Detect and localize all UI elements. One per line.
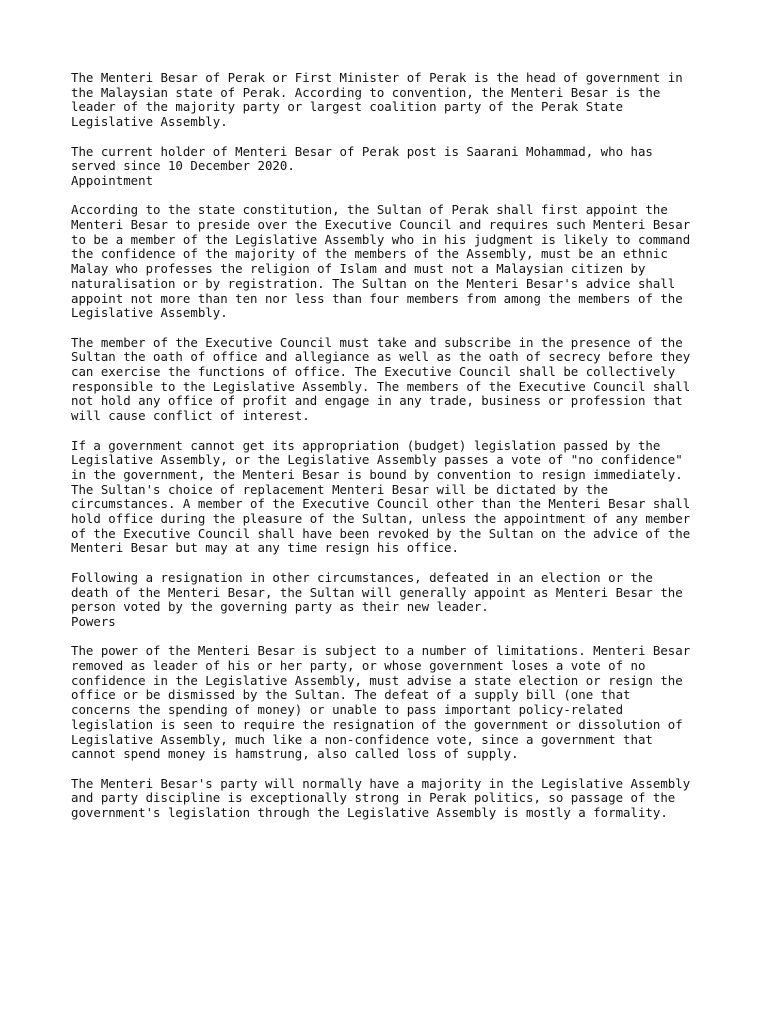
paragraph-powers-limitations: The power of the Menteri Besar is subject to a number of limitations. Menteri Besar removed as leader of his or her party, or whose government loses a vote of no confidence in the Legislative Assembly, must advise a state election or resign the office or be dismissed by the Sultan. The defeat of a supply bill (one that concerns the spending of money) or unable to pass important policy-related legislation is seen to require the resignation of the government or dissolution of Legislative Assembly, much like a non-confidence vote, since a government that cannot spend money is hamstrung, also called loss of supply. [71,643,691,762]
section-heading-powers: Powers [71,613,116,629]
paragraph-intro: The Menteri Besar of Perak or First Minister of Perak is the head of government in the Malaysian state of Perak. According to convention, the Menteri Besar is the leader of the majority party or largest coalition party of the Perak State Legislative Assembly. [71,70,683,130]
paragraph-party-majority: The Menteri Besar's party will normally have a majority in the Legislative Assembly and party discipline is exceptionally strong in Perak politics, so passage of the government's legislation through the Legislative Assembly is mostly a formality. [71,775,691,821]
paragraph-resignation: Following a resignation in other circumstances, defeated in an election or the death of the Menteri Besar, the Sultan will generally appoint as Menteri Besar the person voted by the governing party as their new leader. [71,569,683,615]
paragraph-no-confidence: If a government cannot get its appropriation (budget) legislation passed by the Legislative Assembly, or the Legislative Assembly passes a vote of "no confidence" in the government, the Menteri Besar is bound by convention to resign immediately. The Sultan's choice of replacement Menteri Besar will be dictated by the circumstances. A member of the Executive Council other than the Menteri Besar shall hold office during the pleasure of the Sultan, unless the appointment of any member of the Executive Council shall have been revoked by the Sultan on the advice of the Menteri Besar but may at any time resign his office. [71,437,691,556]
paragraph-executive-council: The member of the Executive Council must take and subscribe in the presence of the Sultan the oath of office and allegiance as well as the oath of secrecy before they can exercise the functions of office. The Executive Council shall be collectively responsible to the Legislative Assembly. The members of the Executive Council shall not hold any office of profit and engage in any trade, business or profession that will cause conflict of interest. [71,334,691,424]
section-heading-appointment: Appointment [71,172,154,188]
paragraph-current-holder: The current holder of Menteri Besar of Perak post is Saarani Mohammad, who has served since 10 December 2020. [71,143,653,174]
paragraph-constitution: According to the state constitution, the Sultan of Perak shall first appoint the Menteri Besar to preside over the Executive Council and requires such Menteri Besar to be a member of the Legislative Assembly who in his judgment is likely to command the confidence of the majority of the members of the Assembly, must be an ethnic Malay who professes the religion of Islam and must not a Malaysian citizen by naturalisation or by registration. The Sultan on the Menteri Besar's advice shall appoint not more than ten nor less than four members from among the members of the Legislative Assembly. [71,202,691,321]
document-body [71,71,711,835]
